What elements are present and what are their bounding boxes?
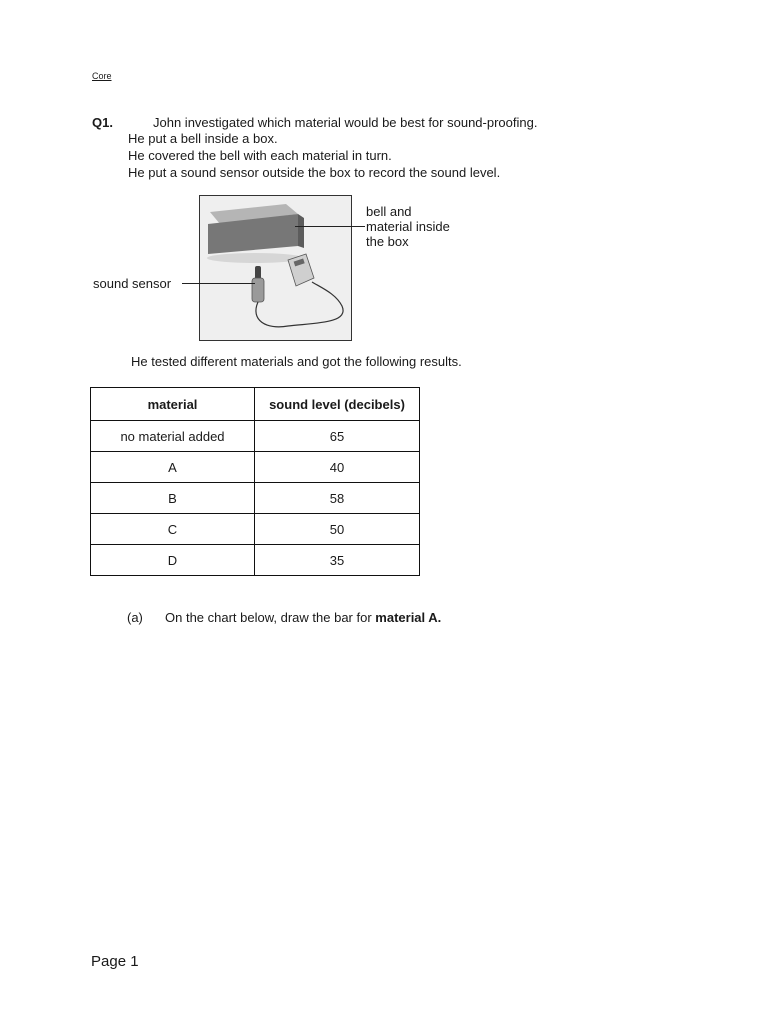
page-number: Page 1 xyxy=(91,953,139,970)
label-box-line-3: the box xyxy=(366,234,409,249)
table-row xyxy=(91,421,420,452)
question-step-2: He covered the bell with each material in turn. xyxy=(128,148,392,163)
cell-material: B xyxy=(91,483,255,514)
header-material: material xyxy=(91,388,255,421)
table-row xyxy=(91,452,420,483)
part-a-text: On the chart below, draw the bar for xyxy=(165,610,376,625)
section-label: Core xyxy=(92,71,112,81)
leader-line-box xyxy=(295,226,365,227)
part-a-label: (a) xyxy=(127,610,143,625)
question-step-1: He put a bell inside a box. xyxy=(128,131,278,146)
table-row xyxy=(91,514,420,545)
results-table xyxy=(90,387,420,576)
part-a-instruction xyxy=(165,610,441,625)
cell-material: D xyxy=(91,545,255,576)
table-header-row xyxy=(91,388,420,421)
question-number: Q1. xyxy=(92,115,113,130)
label-box-line-1: bell and xyxy=(366,204,412,219)
cell-sound-level: 35 xyxy=(255,545,420,576)
cell-sound-level: 58 xyxy=(255,483,420,514)
cell-material: A xyxy=(91,452,255,483)
label-sound-sensor: sound sensor xyxy=(93,276,172,291)
table-row xyxy=(91,483,420,514)
leader-line-sensor xyxy=(182,283,255,284)
table-row xyxy=(91,545,420,576)
header-sound-level: sound level (decibels) xyxy=(255,388,420,421)
part-a-emphasis: material A. xyxy=(375,610,442,625)
question-intro: John investigated which material would be best for sound-proofing. xyxy=(153,115,538,130)
cell-sound-level: 40 xyxy=(255,452,420,483)
question-step-3: He put a sound sensor outside the box to record the sound level. xyxy=(128,165,501,180)
experiment-photo xyxy=(199,195,352,341)
experiment-illustration xyxy=(200,196,351,340)
cell-material: C xyxy=(91,514,255,545)
cell-sound-level: 50 xyxy=(255,514,420,545)
label-box-line-2: material inside xyxy=(366,219,450,234)
results-intro: He tested different materials and got the following results. xyxy=(131,354,462,369)
cell-material: no material added xyxy=(91,421,255,452)
cell-sound-level: 65 xyxy=(255,421,420,452)
